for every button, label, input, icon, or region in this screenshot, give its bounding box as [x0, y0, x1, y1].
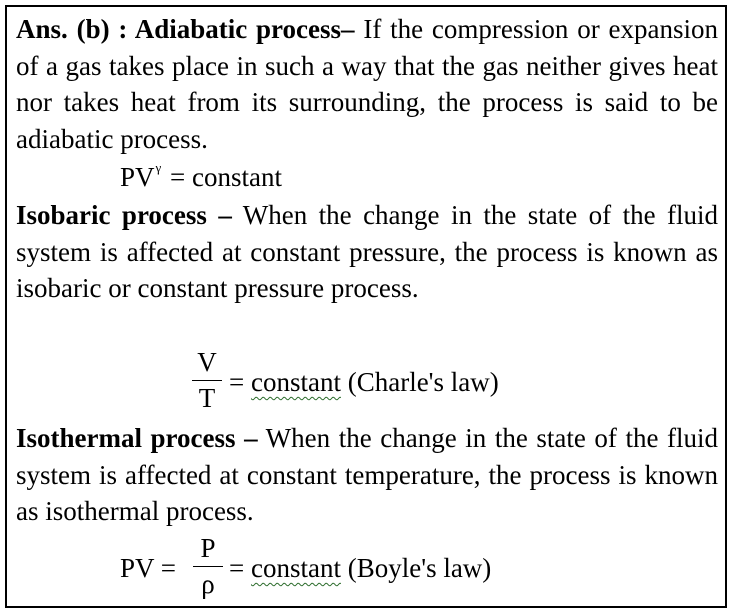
- adiabatic-paragraph: [16, 11, 718, 157]
- equals-sign: =: [229, 553, 245, 583]
- gamma-exponent: γ: [155, 160, 162, 175]
- fraction-numerator: P: [200, 533, 216, 563]
- equals-sign: =: [229, 367, 245, 397]
- isothermal-paragraph: [16, 420, 718, 530]
- adiabatic-equation: [120, 159, 282, 200]
- boyle-eq-lhs: PV =: [120, 553, 177, 583]
- charles-equation: [229, 364, 499, 400]
- adiabatic-eq-lhs: PV: [120, 162, 155, 192]
- fraction-numerator: V: [197, 347, 217, 377]
- isobaric-text: When the change in the state of the fluid system is affected at constant pressure, the process is known as isobaric or constant pressure process.: [16, 200, 718, 303]
- constant-word: constant: [250, 367, 341, 397]
- adiabatic-heading: Ans. (b) : Adiabatic process–: [16, 14, 355, 44]
- fraction-denominator: T: [198, 383, 216, 413]
- adiabatic-eq-rhs: = constant: [170, 162, 282, 192]
- fraction-denominator: ρ: [201, 569, 215, 599]
- boyle-fraction: [193, 533, 223, 599]
- fraction-bar: [192, 380, 222, 381]
- boyle-law-label: (Boyle's law): [347, 553, 492, 583]
- constant-word: constant: [250, 553, 341, 583]
- charles-fraction: [192, 347, 222, 413]
- isobaric-heading: Isobaric process –: [16, 200, 232, 230]
- answer-box: [5, 5, 727, 608]
- boyle-equation: [229, 550, 491, 586]
- charles-law-label: (Charle's law): [347, 367, 499, 397]
- isothermal-text: When the change in the state of the fluid system is affected at constant temperature, the process is known as isothermal process.: [16, 423, 718, 526]
- isothermal-heading: Isothermal process –: [16, 423, 258, 453]
- adiabatic-text: If the compression or expansion of a gas takes place in such a way that the gas neither gives heat nor takes heat from its surrounding, the process is said to be adiabatic process.: [16, 14, 718, 154]
- fraction-bar: [193, 566, 223, 567]
- isobaric-paragraph: [16, 197, 718, 307]
